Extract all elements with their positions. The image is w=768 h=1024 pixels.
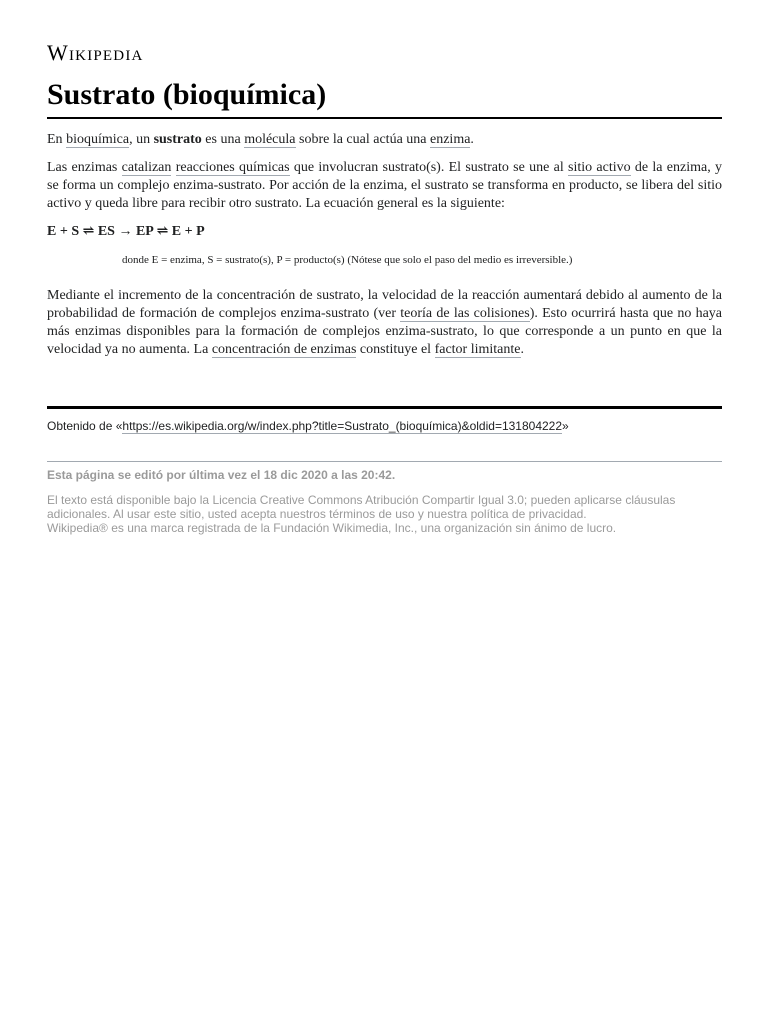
link-factor-limitante[interactable]: factor limitante (434, 342, 521, 357)
text-run: es una (201, 132, 245, 147)
trademark-text: Wikipedia® es una marca registrada de la Fundación Wikimedia, Inc., una organización sin ánimo de lucro. (47, 521, 617, 535)
page-title: Sustrato (bioquímica) (47, 76, 722, 119)
text-run: » (562, 419, 569, 433)
text-run: . (470, 132, 474, 147)
link-sitio-activo[interactable]: sitio activo (568, 160, 631, 175)
text-run: de la enzima, y se forma un complejo enzima-sustrato. Por acción de la enzima, el sustrato se transforma en producto, se libera del sitio activo y queda libre para recibir otro sustrato. La ecuación general es la siguiente: (47, 160, 722, 211)
retrieved-from (47, 419, 722, 433)
footer-divider (47, 461, 722, 462)
equation-note: donde E = enzima, S = sustrato(s), P = producto(s) (Nótese que solo el paso del medio es irreversible.) (122, 254, 573, 266)
wikipedia-wordmark[interactable]: Wikipedia (47, 40, 144, 65)
text-run: Mediante el incremento de la concentración de sustrato, la velocidad de la reacción aumentará debido al aumento de la probabilidad de formación de complejos enzima-sustrato (ver (47, 288, 722, 321)
retrieved-url-link[interactable]: https://es.wikipedia.org/w/index.php?title=Sustrato_(bioquímica)&oldid=131804222 (122, 419, 563, 433)
text-run: sobre la cual actúa una (295, 132, 430, 147)
link-teoria-colisiones[interactable]: teoría de las colisiones (400, 306, 530, 321)
link-enzima[interactable]: enzima (430, 132, 471, 147)
text-run: En (47, 132, 67, 147)
reaction-equation: E + S ⇌ ES → EP ⇌ E + P (47, 224, 205, 239)
term-sustrato: sustrato (153, 132, 202, 147)
article-content (47, 131, 722, 369)
content-divider (47, 406, 722, 409)
link-molecula[interactable]: molécula (244, 132, 296, 147)
text-run: , un (129, 132, 154, 147)
license-notice (47, 493, 722, 535)
text-run: que involucran sustrato(s). El sustrato se une al (289, 160, 569, 175)
text-run: ). Esto ocurrirá hasta que no haya más enzimas disponibles para la formación de complejos enzima-sustrato, lo que corresponde a un punto en que la velocidad ya no aumenta. La (47, 306, 723, 357)
paragraph-kinetics (47, 287, 722, 359)
text-run: Las enzimas (47, 160, 122, 175)
license-text: El texto está disponible bajo la Licencia Creative Commons Atribución Compartir Igual 3.0; pueden aplicarse cláusulas adicionales. Al usar este sitio, usted acepta nuestros términos de uso y nuestra política de privacidad. (47, 493, 676, 521)
paragraph-mechanism (47, 159, 722, 213)
text-run: Obtenido de « (47, 419, 123, 433)
link-reacciones-quimicas[interactable]: reacciones químicas (175, 160, 290, 175)
last-modified: Esta página se editó por última vez el 18 dic 2020 a las 20:42. (47, 468, 396, 482)
link-concentracion-enzimas[interactable]: concentración de enzimas (211, 342, 357, 357)
link-bioquimica[interactable]: bioquímica (66, 132, 130, 147)
paragraph-intro (47, 131, 722, 149)
text-run: constituye el (356, 342, 435, 357)
link-catalizan[interactable]: catalizan (121, 160, 172, 175)
text-run: . (520, 342, 524, 357)
